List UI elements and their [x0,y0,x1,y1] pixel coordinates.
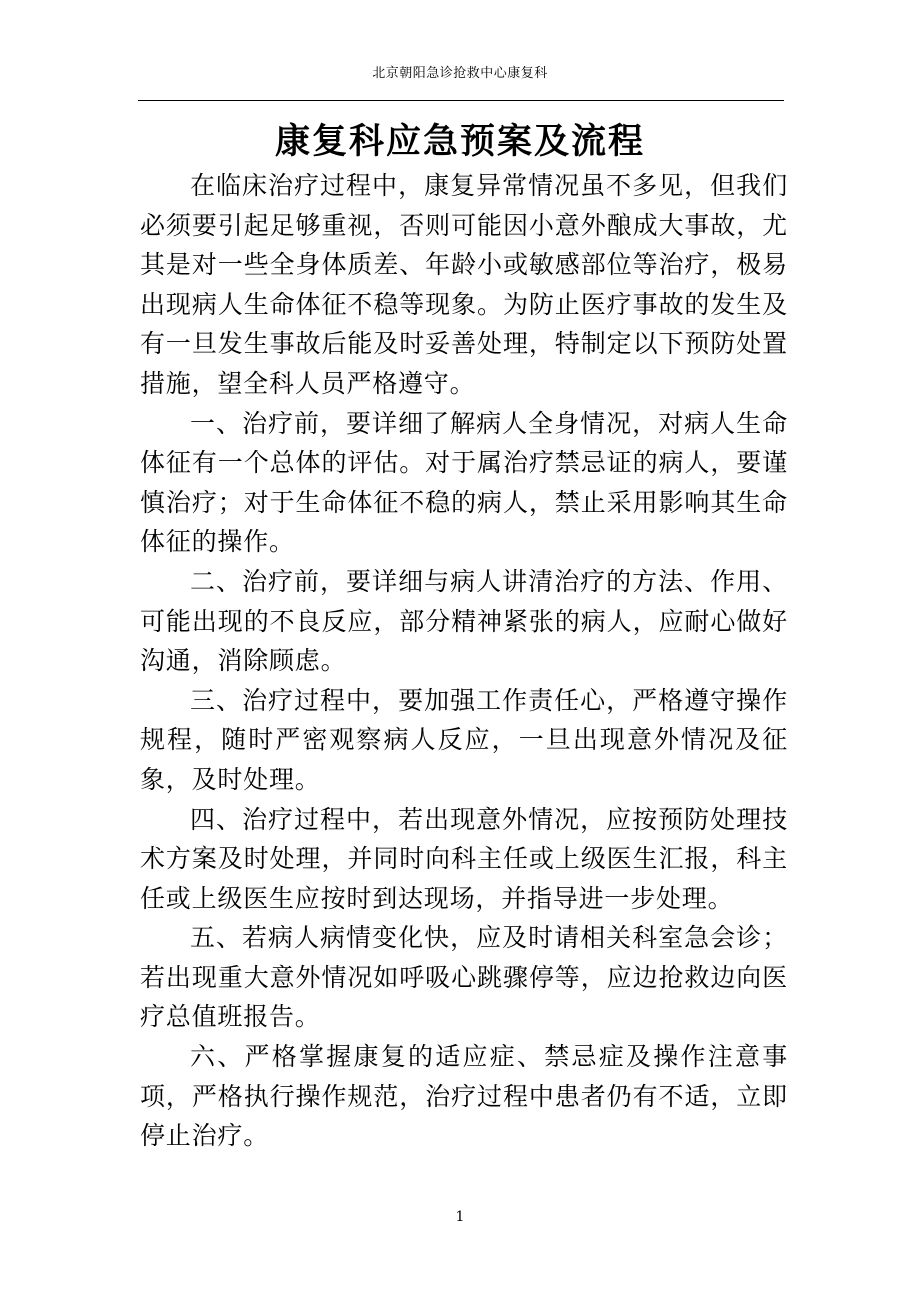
paragraph-item-1: 一、治疗前，要详细了解病人全身情况，对病人生命体征有一个总体的评估。对于属治疗禁忌证的病人，要谨慎治疗；对于生命体征不稳的病人，禁止采用影响其生命体征的操作。 [140,408,788,557]
page-number: 1 [455,1209,465,1225]
document-title: 康复科应急预案及流程 [274,121,645,162]
page-header: 北京朝阳急诊抢救中心康复科 [372,66,548,81]
paragraph-item-4: 四、治疗过程中，若出现意外情况，应按预防处理技术方案及时处理，并同时向科主任或上级医生汇报，科主任或上级医生应按时到达现场，并指导进一步处理。 [140,804,788,913]
paragraph-intro: 在临床治疗过程中，康复异常情况虽不多见，但我们必须要引起足够重视，否则可能因小意外酿成大事故，尤其是对一些全身体质差、年龄小或敏感部位等治疗，极易出现病人生命体征不稳等现象。为防止医疗事故的发生及有一旦发生事故后能及时妥善处理，特制定以下预防处置措施，望全科人员严格遵守。 [140,171,788,398]
document-body [140,166,788,1156]
paragraph-item-5: 五、若病人病情变化快，应及时请相关科室急会诊；若出现重大意外情况如呼吸心跳骤停等，应边抢救边向医疗总值班报告。 [140,923,788,1032]
paragraph-item-6: 六、严格掌握康复的适应症、禁忌症及操作注意事项，严格执行操作规范，治疗过程中患者仍有不适，立即停止治疗。 [140,1042,788,1151]
header-divider [138,100,784,101]
paragraph-item-3: 三、治疗过程中，要加强工作责任心，严格遵守操作规程，随时严密观察病人反应，一旦出现意外情况及征象，及时处理。 [140,685,788,794]
paragraph-item-2: 二、治疗前，要详细与病人讲清治疗的方法、作用、可能出现的不良反应，部分精神紧张的病人，应耐心做好沟通，消除顾虑。 [140,566,788,676]
